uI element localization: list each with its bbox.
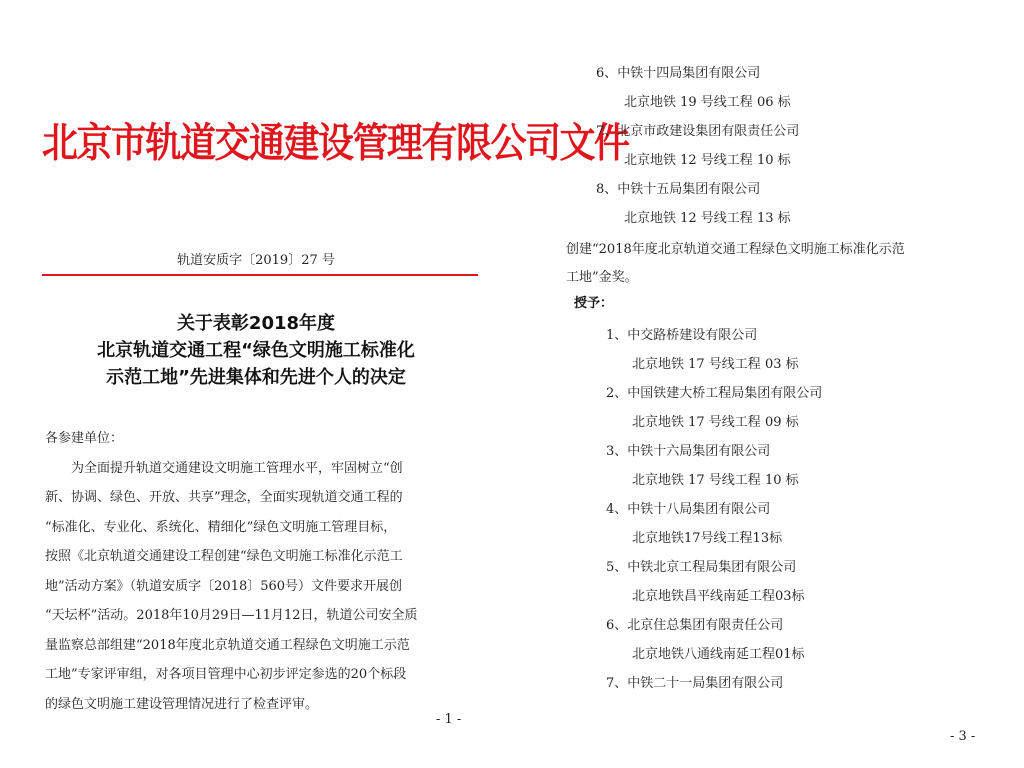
document-number: 轨道安质字〔2019〕27 号 [177, 253, 335, 268]
award-company: 7、北京市政建设集团有限责任公司 [596, 124, 800, 139]
body-line: 新、协调、绿色、开放、共享”理念，全面实现轨道交通工程的 [45, 490, 403, 505]
award-company: 3、中铁十六局集团有限公司 [606, 444, 771, 459]
award-company: 8、中铁十五局集团有限公司 [596, 182, 761, 197]
award-project: 北京地铁昌平线南延工程03标 [632, 589, 805, 604]
body-line: 量监察总部组建“2018年度北京轨道交通工程绿色文明施工示范 [45, 637, 410, 653]
grant-label: 授予： [574, 296, 614, 311]
document-header-title: 北京市轨道交通建设管理有限公司文件 [42, 120, 629, 167]
heading-line: 关于表彰2018年度 [176, 313, 336, 334]
award-company: 2、中国铁建大桥工程局集团有限公司 [606, 386, 823, 401]
document-body [45, 424, 495, 719]
body-line: 的绿色文明施工建设管理情况进行了检查评审。 [45, 696, 319, 712]
statement-line: 工地”金奖。 [566, 270, 638, 285]
award-project: 北京地铁八通线南延工程01标 [632, 647, 805, 662]
page-number: - 3 - [950, 729, 976, 744]
award-project: 北京地铁17号线工程13标 [632, 531, 783, 546]
body-line: “天坛杯”活动。2018年10月29日—11月12日，轨道公司安全质 [45, 608, 418, 623]
award-project: 北京地铁 12 号线工程 10 标 [624, 153, 791, 168]
body-line: 为全面提升轨道交通建设文明施工管理水平，牢固树立“创 [45, 460, 403, 476]
award-project: 北京地铁 17 号线工程 03 标 [632, 357, 799, 372]
award-project: 北京地铁 17 号线工程 10 标 [632, 473, 799, 488]
award-project: 北京地铁 12 号线工程 13 标 [624, 211, 791, 226]
award-company: 1、中交路桥建设有限公司 [606, 328, 758, 343]
page-number: - 1 - [436, 712, 462, 727]
award-company: 5、中铁北京工程局集团有限公司 [606, 560, 797, 575]
award-statement [566, 236, 1016, 292]
salutation: 各参建单位： [45, 431, 124, 446]
award-company: 6、北京住总集团有限责任公司 [606, 618, 784, 633]
award-company: 6、中铁十四局集团有限公司 [596, 66, 761, 81]
heading-line: 示范工地”先进集体和先进个人的决定 [106, 367, 406, 388]
body-line: 工地”专家评审组，对各项目管理中心初步评定参选的20个标段 [45, 667, 407, 682]
body-line: 地”活动方案》（轨道安质字〔2018〕560号）文件要求开展创 [45, 578, 403, 594]
right-page [512, 0, 1024, 768]
heading-line: 北京轨道交通工程“绿色文明施工标准化 [97, 340, 415, 361]
award-company: 4、中铁十八局集团有限公司 [606, 502, 771, 517]
award-project: 北京地铁 19 号线工程 06 标 [624, 95, 791, 110]
body-line: 按照《北京轨道交通建设工程创建“绿色文明施工标准化示范工 [45, 549, 403, 564]
statement-line: 创建“2018年度北京轨道交通工程绿色文明施工标准化示范 [566, 242, 905, 257]
body-line: “标准化、专业化、系统化、精细化”绿色文明施工管理目标， [45, 519, 397, 535]
document-heading [0, 310, 512, 391]
header-divider [42, 274, 478, 276]
award-company: 7、中铁二十一局集团有限公司 [606, 676, 784, 691]
award-project: 北京地铁 17 号线工程 09 标 [632, 415, 799, 430]
